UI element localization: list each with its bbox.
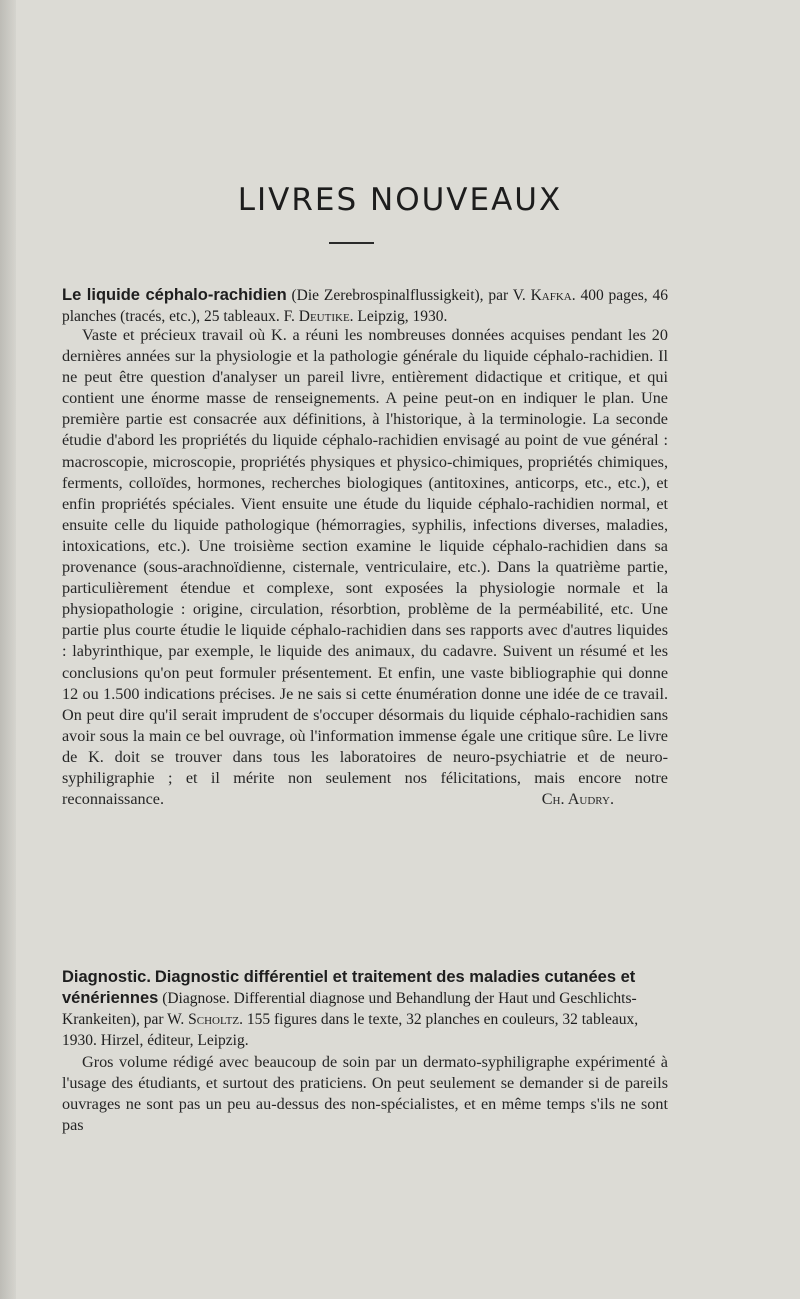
review-2-title: Diagnostic différentiel et traitement des maladies cutanées et vénériennes [62, 968, 636, 1007]
review-1-header [62, 285, 668, 327]
review-2-body [62, 1052, 668, 1136]
review-1-body-text: Vaste et précieux travail où K. a réuni les nombreuses données acquises pendant les 20 dernières années sur la physiologie et la pathologie générale du liquide céphalo-rachidien. Il ne peut être question d'analyser un pareil livre, entièrement didactique et critique, et qui contient une énorme masse de renseignements. A peine peut-on en indiquer le plan. Une première partie est consacrée aux définitions, à l'historique, à la terminologie. La seconde étudie d'abord les propriétés du liquide céphalo-rachidien envisagé au point de vue général : macroscopie, microscopie, propriétés physiques et physico-chimiques, propriétés chimiques, ferments, colloïdes, hormones, recherches biologiques (antitoxines, anticorps, etc., etc.), et enfin propriétés spéciales. Vient ensuite une étude du liquide céphalo-rachidien normal, et ensuite celle du liquide pathologique (hémorragies, syphilis, infections diverses, maladies, intoxications, etc.). Une troisième section examine le liquide céphalo-rachidien dans sa provenance (sous-arachnoïdienne, cisternale, ventriculaire, etc.). Dans la quatrième partie, particulièrement étendue et complexe, sont exposées la physiologie normale et la physiopathologie : origine, circulation, résorbtion, problème de la perméabilité, etc. Une partie plus courte étudie le liquide céphalo-rachidien dans ses rapports avec d'autres liquides : labyrinthique, par exemple, le liquide des animaux, du cadavre. Suivent un résumé et les conclusions qu'on peut formuler présentement. Et enfin, une vaste bibliographie qui donne 12 ou 1.500 indications précises. Je ne sais si cette énumération donne une idée de ce travail. On peut dire qu'il serait imprudent de s'occuper désormais du liquide céphalo-rachidien sans avoir sous la main ce bel ouvrage, où l'information immense égale une critique sûre. Le livre de K. doit se trouver dans tous les laboratoires de neuro-psychiatrie et de neuro-syphiligraphie ; et il mérite non seulement nos félicitations, mais encore notre reconnaissance. [62, 326, 668, 809]
review-2-header [62, 967, 668, 1051]
review-1-details-a: (Die Zerebrospinalflussigkeit), par V. [286, 287, 531, 304]
review-2-body-text: Gros volume rédigé avec beaucoup de soin par un dermato-syphiligraphe expérimenté à l'usage des étudiants, et surtout des praticiens. On peut seulement se demander si de pareils ouvrages ne sont pas un peu au-dessus des non-spécialistes, et en même temps s'ils ne sont pas [62, 1053, 668, 1135]
review-1-details-c: Leipzig, 1930. [353, 308, 448, 325]
review-1-author: Kafka. [530, 287, 576, 304]
review-2-details-b: 155 figures dans le texte, 32 planches en couleurs, 32 tableaux, 1930. Hirzel, éditeur, Leipzig. [62, 1011, 639, 1049]
review-1-publisher: Deutike. [298, 308, 354, 325]
review-2-author: Scholtz. [188, 1011, 243, 1028]
review-2-details-a: (Diagnose. Differential diagnose und Behandlung der Haut und Geschlichts-Krankeiten), par W. [62, 990, 637, 1028]
review-1-title: Le liquide céphalo-rachidien [62, 286, 287, 304]
review-2-section: Diagnostic. [62, 968, 151, 986]
heading-divider [329, 242, 374, 244]
review-1-body [62, 325, 668, 810]
review-1-details-b: 400 pages, 46 planches (tracés, etc.), 25 tableaux. F. [62, 287, 668, 325]
section-heading: LIVRES NOUVEAUX [237, 182, 563, 218]
review-1-signature: Ch. Audry. [541, 790, 614, 809]
